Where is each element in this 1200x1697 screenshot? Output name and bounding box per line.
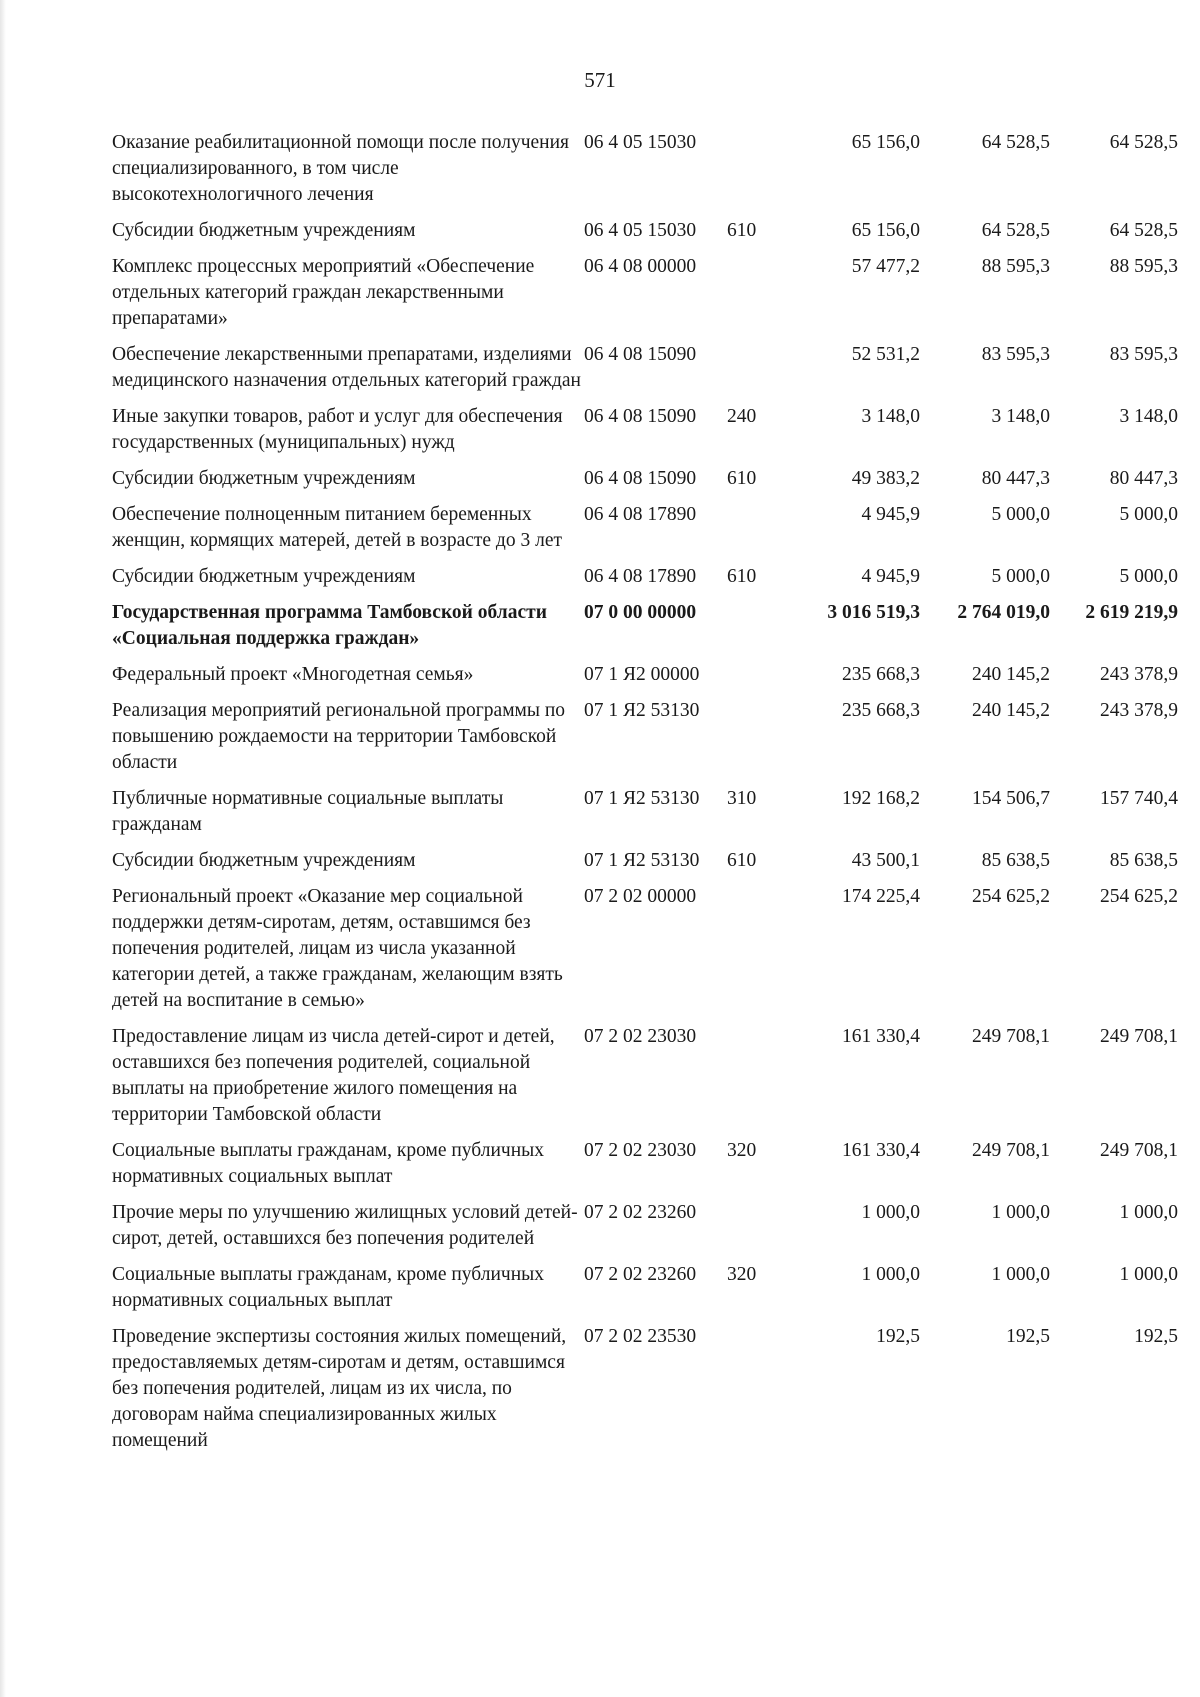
- row-value-year-1: 52 531,2: [851, 344, 920, 365]
- row-value-year-3: 80 447,3: [1109, 468, 1178, 489]
- row-value-year-1: 235 668,3: [842, 664, 920, 685]
- table-row: [112, 564, 1178, 600]
- row-name: Государственная программа Тамбовской области «Социальная поддержка граждан»: [112, 602, 547, 649]
- row-expense-type: [727, 1200, 790, 1262]
- row-expense-type: [727, 1024, 790, 1138]
- row-value-year-3: 64 528,5: [1109, 132, 1178, 153]
- row-value-year-1: 3 016 519,3: [827, 602, 920, 623]
- row-value-year-2: 3 148,0: [991, 406, 1050, 427]
- row-value-year-1: 65 156,0: [851, 132, 920, 153]
- scan-edge: [0, 0, 6, 1697]
- row-code: 06 4 08 15090: [584, 406, 697, 427]
- row-expense-type: 610: [727, 566, 757, 587]
- row-code: 06 4 08 17890: [584, 566, 697, 587]
- row-expense-type: [727, 884, 790, 1024]
- row-expense-type: [727, 502, 790, 564]
- row-value-year-1: 43 500,1: [851, 850, 920, 871]
- row-name: Оказание реабилитационной помощи после получения специализированного, в том числе высокотехнологичного лечения: [112, 132, 569, 205]
- row-value-year-2: 1 000,0: [991, 1264, 1050, 1285]
- row-code: 07 2 02 23030: [584, 1140, 697, 1161]
- row-expense-type: [727, 698, 790, 786]
- row-name: Субсидии бюджетным учреждениям: [112, 850, 416, 871]
- row-name: Региональный проект «Оказание мер социальной поддержки детям-сиротам, детям, оставшимся без попечения родителей, лицам из числа указанной категории детей, а также гражданам, желающим взять детей на воспитание в семью»: [112, 886, 563, 1011]
- row-value-year-2: 64 528,5: [981, 220, 1050, 241]
- row-value-year-2: 1 000,0: [991, 1202, 1050, 1223]
- table-row: [112, 502, 1178, 564]
- row-name: Комплекс процессных мероприятий «Обеспечение отдельных категорий граждан лекарственными препаратами»: [112, 256, 535, 329]
- row-expense-type: [727, 254, 790, 342]
- row-name: Федеральный проект «Многодетная семья»: [112, 664, 474, 685]
- row-name: Обеспечение полноценным питанием беременных женщин, кормящих матерей, детей в возрасте до 3 лет: [112, 504, 563, 551]
- row-value-year-3: 5 000,0: [1119, 566, 1178, 587]
- row-value-year-2: 254 625,2: [972, 886, 1050, 907]
- row-code: 06 4 08 00000: [584, 256, 697, 277]
- row-value-year-2: 85 638,5: [981, 850, 1050, 871]
- row-expense-type: 610: [727, 850, 757, 871]
- row-code: 07 2 02 00000: [584, 886, 697, 907]
- table-row: [112, 600, 1178, 662]
- row-value-year-2: 88 595,3: [981, 256, 1050, 277]
- row-name: Проведение экспертизы состояния жилых помещений, предоставляемых детям-сиротам и детям, оставшимся без попечения родителей, лицам из их числа, по договорам найма специализированных жилых помещений: [112, 1326, 567, 1451]
- row-expense-type: [727, 342, 790, 404]
- table-row: [112, 884, 1178, 1024]
- row-name: Иные закупки товаров, работ и услуг для обеспечения государственных (муниципальных) нужд: [112, 406, 563, 453]
- row-code: 06 4 08 15090: [584, 344, 697, 365]
- table-row: [112, 404, 1178, 466]
- row-name: Социальные выплаты гражданам, кроме публичных нормативных социальных выплат: [112, 1264, 544, 1311]
- row-code: 07 2 02 23030: [584, 1026, 697, 1047]
- row-value-year-1: 192 168,2: [842, 788, 920, 809]
- row-value-year-1: 1 000,0: [861, 1202, 920, 1223]
- table-row: [112, 1200, 1178, 1262]
- row-value-year-2: 80 447,3: [981, 468, 1050, 489]
- row-name: Социальные выплаты гражданам, кроме публичных нормативных социальных выплат: [112, 1140, 544, 1187]
- table-row: [112, 698, 1178, 786]
- row-value-year-1: 161 330,4: [842, 1026, 920, 1047]
- row-value-year-1: 4 945,9: [861, 504, 920, 525]
- table-row: [112, 466, 1178, 502]
- row-name: Субсидии бюджетным учреждениям: [112, 220, 416, 241]
- table-row: [112, 1024, 1178, 1138]
- row-value-year-2: 249 708,1: [972, 1140, 1050, 1161]
- row-value-year-3: 249 708,1: [1100, 1140, 1178, 1161]
- row-value-year-3: 157 740,4: [1100, 788, 1178, 809]
- row-code: 07 1 Я2 53130: [584, 788, 700, 809]
- budget-table: [112, 130, 1178, 1464]
- row-value-year-3: 85 638,5: [1109, 850, 1178, 871]
- row-expense-type: 610: [727, 468, 757, 489]
- row-value-year-3: 1 000,0: [1119, 1202, 1178, 1223]
- row-value-year-2: 64 528,5: [981, 132, 1050, 153]
- row-value-year-1: 57 477,2: [851, 256, 920, 277]
- row-value-year-3: 83 595,3: [1109, 344, 1178, 365]
- row-value-year-2: 83 595,3: [981, 344, 1050, 365]
- row-value-year-1: 192,5: [876, 1326, 920, 1347]
- row-expense-type: 320: [727, 1264, 757, 1285]
- row-name: Обеспечение лекарственными препаратами, изделиями медицинского назначения отдельных категорий граждан: [112, 344, 581, 391]
- table-row: [112, 218, 1178, 254]
- row-value-year-3: 64 528,5: [1109, 220, 1178, 241]
- row-value-year-3: 192,5: [1134, 1326, 1178, 1347]
- row-code: 07 1 Я2 53130: [584, 700, 700, 721]
- row-value-year-3: 3 148,0: [1119, 406, 1178, 427]
- row-value-year-1: 49 383,2: [851, 468, 920, 489]
- row-code: 06 4 08 15090: [584, 468, 697, 489]
- row-expense-type: [727, 600, 790, 662]
- table-row: [112, 662, 1178, 698]
- table-row: [112, 1262, 1178, 1324]
- page-number: 571: [584, 68, 616, 92]
- row-code: 07 2 02 23530: [584, 1326, 697, 1347]
- row-value-year-2: 192,5: [1006, 1326, 1050, 1347]
- row-code: 07 0 00 00000: [584, 602, 697, 623]
- row-value-year-2: 154 506,7: [972, 788, 1050, 809]
- row-name: Реализация мероприятий региональной программы по повышению рождаемости на территории Тамбовской области: [112, 700, 566, 773]
- row-value-year-2: 5 000,0: [991, 566, 1050, 587]
- row-value-year-3: 88 595,3: [1109, 256, 1178, 277]
- row-code: 07 2 02 23260: [584, 1202, 697, 1223]
- row-value-year-1: 4 945,9: [861, 566, 920, 587]
- row-expense-type: [727, 1324, 790, 1464]
- row-value-year-1: 1 000,0: [861, 1264, 920, 1285]
- table-row: [112, 254, 1178, 342]
- row-code: 07 2 02 23260: [584, 1264, 697, 1285]
- row-value-year-3: 243 378,9: [1100, 700, 1178, 721]
- budget-table-body: [112, 130, 1178, 1464]
- row-name: Публичные нормативные социальные выплаты гражданам: [112, 788, 504, 835]
- row-expense-type: 610: [727, 220, 757, 241]
- row-value-year-3: 249 708,1: [1100, 1026, 1178, 1047]
- row-expense-type: 320: [727, 1140, 757, 1161]
- row-code: 06 4 08 17890: [584, 504, 697, 525]
- row-value-year-3: 243 378,9: [1100, 664, 1178, 685]
- table-row: [112, 786, 1178, 848]
- row-name: Субсидии бюджетным учреждениям: [112, 566, 416, 587]
- row-value-year-1: 174 225,4: [842, 886, 920, 907]
- row-value-year-2: 5 000,0: [991, 504, 1050, 525]
- row-value-year-3: 2 619 219,9: [1085, 602, 1178, 623]
- row-name: Субсидии бюджетным учреждениям: [112, 468, 416, 489]
- row-value-year-2: 249 708,1: [972, 1026, 1050, 1047]
- row-value-year-1: 161 330,4: [842, 1140, 920, 1161]
- row-value-year-3: 1 000,0: [1119, 1264, 1178, 1285]
- row-code: 06 4 05 15030: [584, 132, 697, 153]
- row-value-year-3: 5 000,0: [1119, 504, 1178, 525]
- row-value-year-1: 235 668,3: [842, 700, 920, 721]
- row-expense-type: 310: [727, 788, 757, 809]
- table-row: [112, 1324, 1178, 1464]
- row-code: 06 4 05 15030: [584, 220, 697, 241]
- table-row: [112, 848, 1178, 884]
- row-value-year-2: 2 764 019,0: [957, 602, 1050, 623]
- row-value-year-3: 254 625,2: [1100, 886, 1178, 907]
- row-value-year-1: 3 148,0: [861, 406, 920, 427]
- row-code: 07 1 Я2 53130: [584, 850, 700, 871]
- row-value-year-2: 240 145,2: [972, 664, 1050, 685]
- table-row: [112, 1138, 1178, 1200]
- row-value-year-1: 65 156,0: [851, 220, 920, 241]
- row-name: Прочие меры по улучшению жилищных условий детей-сирот, детей, оставшихся без попечения родителей: [112, 1202, 578, 1249]
- row-expense-type: 240: [727, 406, 757, 427]
- table-row: [112, 130, 1178, 218]
- row-value-year-2: 240 145,2: [972, 700, 1050, 721]
- row-name: Предоставление лицам из числа детей-сирот и детей, оставшихся без попечения родителей, социальной выплаты на приобретение жилого помещения на территории Тамбовской области: [112, 1026, 555, 1125]
- row-expense-type: [727, 662, 790, 698]
- table-row: [112, 342, 1178, 404]
- row-expense-type: [727, 130, 790, 218]
- row-code: 07 1 Я2 00000: [584, 664, 700, 685]
